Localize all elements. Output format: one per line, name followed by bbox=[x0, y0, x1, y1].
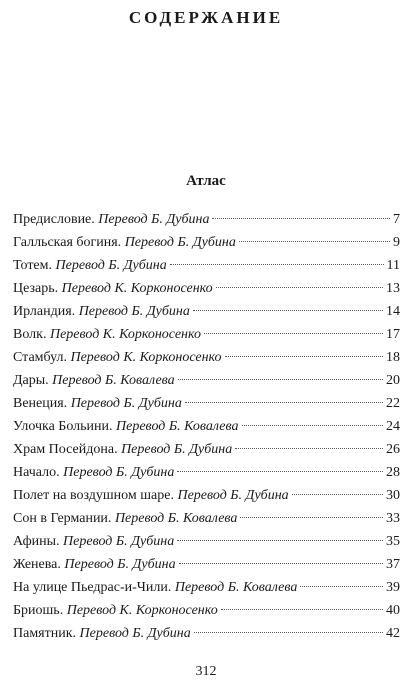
toc-leader-dots bbox=[216, 287, 383, 288]
toc-entry bbox=[13, 392, 400, 415]
toc-entry bbox=[13, 208, 400, 231]
toc-translator: Перевод Б. Ковалева bbox=[116, 419, 239, 434]
toc-translator: Перевод Б. Дубина bbox=[177, 488, 289, 503]
toc-page-number: 37 bbox=[386, 557, 400, 572]
toc-entry-title bbox=[13, 323, 201, 346]
toc-entry-title bbox=[13, 461, 174, 484]
toc-entry-title bbox=[13, 208, 209, 231]
toc-entry bbox=[13, 576, 400, 599]
toc-entry-title bbox=[13, 530, 174, 553]
toc-story-title: Памятник. bbox=[13, 626, 77, 641]
toc-page-number: 42 bbox=[386, 626, 400, 641]
toc-leader-dots bbox=[221, 609, 383, 610]
toc-story-title: Начало. bbox=[13, 465, 60, 480]
toc-translator: Перевод Б. Дубина bbox=[98, 212, 210, 227]
toc-entry bbox=[13, 530, 400, 553]
toc-translator: Перевод Б. Дубина bbox=[70, 396, 182, 411]
toc-page-number: 26 bbox=[386, 442, 400, 457]
toc-page-number: 7 bbox=[393, 212, 400, 227]
toc-page-number: 24 bbox=[386, 419, 400, 434]
toc-leader-dots bbox=[242, 425, 384, 426]
toc-entry-title bbox=[13, 277, 213, 300]
toc-translator: Перевод К. Корконосенко bbox=[66, 603, 218, 618]
toc-leader-dots bbox=[212, 218, 390, 219]
toc-translator: Перевод Б. Дубина bbox=[64, 557, 176, 572]
toc-translator: Перевод Б. Дубина bbox=[55, 258, 167, 273]
toc-translator: Перевод Б. Ковалева bbox=[174, 580, 298, 595]
toc-translator: Перевод Б. Дубина bbox=[124, 235, 236, 250]
toc-entry-title bbox=[13, 576, 297, 599]
toc-entry bbox=[13, 323, 400, 346]
toc-entry bbox=[13, 254, 400, 277]
toc-translator: Перевод Б. Дубина bbox=[79, 626, 191, 641]
toc-entry bbox=[13, 277, 400, 300]
toc-leader-dots bbox=[177, 471, 383, 472]
toc-translator: Перевод К. Корконосенко bbox=[61, 281, 213, 296]
toc-leader-dots bbox=[235, 448, 383, 449]
toc-entry bbox=[13, 300, 400, 323]
toc-page-number: 39 bbox=[386, 580, 400, 595]
toc-entry-title bbox=[13, 484, 289, 507]
toc-leader-dots bbox=[185, 402, 383, 403]
toc-leader-dots bbox=[225, 356, 383, 357]
toc-story-title: Тотем. bbox=[13, 258, 53, 273]
toc-story-title: Женева. bbox=[13, 557, 61, 572]
toc-translator: Перевод Б. Дубина bbox=[63, 534, 175, 549]
toc-story-title: Храм Посейдона. bbox=[13, 442, 118, 457]
toc-page-number: 9 bbox=[393, 235, 400, 250]
toc-translator: Перевод Б. Дубина bbox=[121, 442, 233, 457]
toc-story-title: Стамбул. bbox=[13, 350, 67, 365]
toc-page-number: 28 bbox=[386, 465, 400, 480]
toc-entry-title bbox=[13, 231, 236, 254]
toc-leader-dots bbox=[300, 586, 383, 587]
toc-story-title: Галльская богиня. bbox=[13, 235, 122, 250]
toc-story-title: Дары. bbox=[13, 373, 49, 388]
toc-page-number: 35 bbox=[386, 534, 400, 549]
toc-leader-dots bbox=[177, 540, 383, 541]
toc-story-title: Ирландия. bbox=[13, 304, 76, 319]
toc-leader-dots bbox=[239, 241, 390, 242]
toc-story-title: Полет на воздушном шаре. bbox=[13, 488, 174, 503]
toc-story-title: Волк. bbox=[13, 327, 47, 342]
page-number: 312 bbox=[195, 664, 217, 679]
toc-story-title: Бриошь. bbox=[13, 603, 64, 618]
toc-story-title: Сон в Германии. bbox=[13, 511, 112, 526]
toc-leader-dots bbox=[292, 494, 383, 495]
toc-page-number: 20 bbox=[386, 373, 400, 388]
toc-entry bbox=[13, 231, 400, 254]
toc-entry-title bbox=[13, 415, 239, 438]
toc-translator: Перевод Б. Дубина bbox=[63, 465, 175, 480]
toc-story-title: На улице Пьедрас-и-Чили. bbox=[13, 580, 172, 595]
toc-leader-dots bbox=[194, 632, 383, 633]
toc-page-number: 22 bbox=[386, 396, 400, 411]
toc-entry-title bbox=[13, 254, 167, 277]
toc-translator: Перевод Б. Дубина bbox=[78, 304, 190, 319]
toc-entry-title bbox=[13, 369, 175, 392]
toc-page-number: 14 bbox=[386, 304, 400, 319]
toc-entry-title bbox=[13, 507, 237, 530]
toc-page-number: 17 bbox=[386, 327, 400, 342]
table-of-contents bbox=[13, 208, 400, 645]
toc-page-number: 11 bbox=[386, 258, 400, 273]
section-title: Атлас bbox=[186, 173, 226, 189]
toc-page-number: 18 bbox=[386, 350, 400, 365]
toc-page-number: 33 bbox=[386, 511, 400, 526]
toc-story-title: Предисловие. bbox=[13, 212, 95, 227]
toc-entry-title bbox=[13, 346, 222, 369]
toc-entry bbox=[13, 553, 400, 576]
toc-entry-title bbox=[13, 438, 232, 461]
toc-translator: Перевод К. Корконосенко bbox=[70, 350, 222, 365]
toc-entry-title bbox=[13, 622, 191, 645]
toc-story-title: Улочка Больини. bbox=[13, 419, 113, 434]
toc-entry-title bbox=[13, 300, 190, 323]
toc-entry bbox=[13, 461, 400, 484]
toc-story-title: Цезарь. bbox=[13, 281, 59, 296]
toc-entry bbox=[13, 369, 400, 392]
toc-entry bbox=[13, 622, 400, 645]
toc-leader-dots bbox=[240, 517, 383, 518]
toc-leader-dots bbox=[193, 310, 383, 311]
toc-leader-dots bbox=[170, 264, 384, 265]
toc-entry bbox=[13, 438, 400, 461]
toc-entry bbox=[13, 484, 400, 507]
toc-entry-title bbox=[13, 599, 218, 622]
toc-entry bbox=[13, 346, 400, 369]
toc-page-number: 40 bbox=[386, 603, 400, 618]
toc-leader-dots bbox=[179, 563, 383, 564]
toc-page-number: 30 bbox=[386, 488, 400, 503]
toc-translator: Перевод Б. Ковалева bbox=[114, 511, 238, 526]
toc-page-number: 13 bbox=[386, 281, 400, 296]
toc-story-title: Афины. bbox=[13, 534, 60, 549]
toc-entry-title bbox=[13, 553, 176, 576]
toc-translator: Перевод К. Корконосенко bbox=[49, 327, 202, 342]
page-title: СОДЕРЖАНИЕ bbox=[128, 8, 284, 27]
toc-leader-dots bbox=[204, 333, 383, 334]
toc-entry bbox=[13, 599, 400, 622]
toc-story-title: Венеция. bbox=[13, 396, 68, 411]
toc-entry bbox=[13, 507, 400, 530]
toc-leader-dots bbox=[178, 379, 383, 380]
toc-entry-title bbox=[13, 392, 182, 415]
toc-entry bbox=[13, 415, 400, 438]
toc-translator: Перевод Б. Ковалева bbox=[52, 373, 175, 388]
